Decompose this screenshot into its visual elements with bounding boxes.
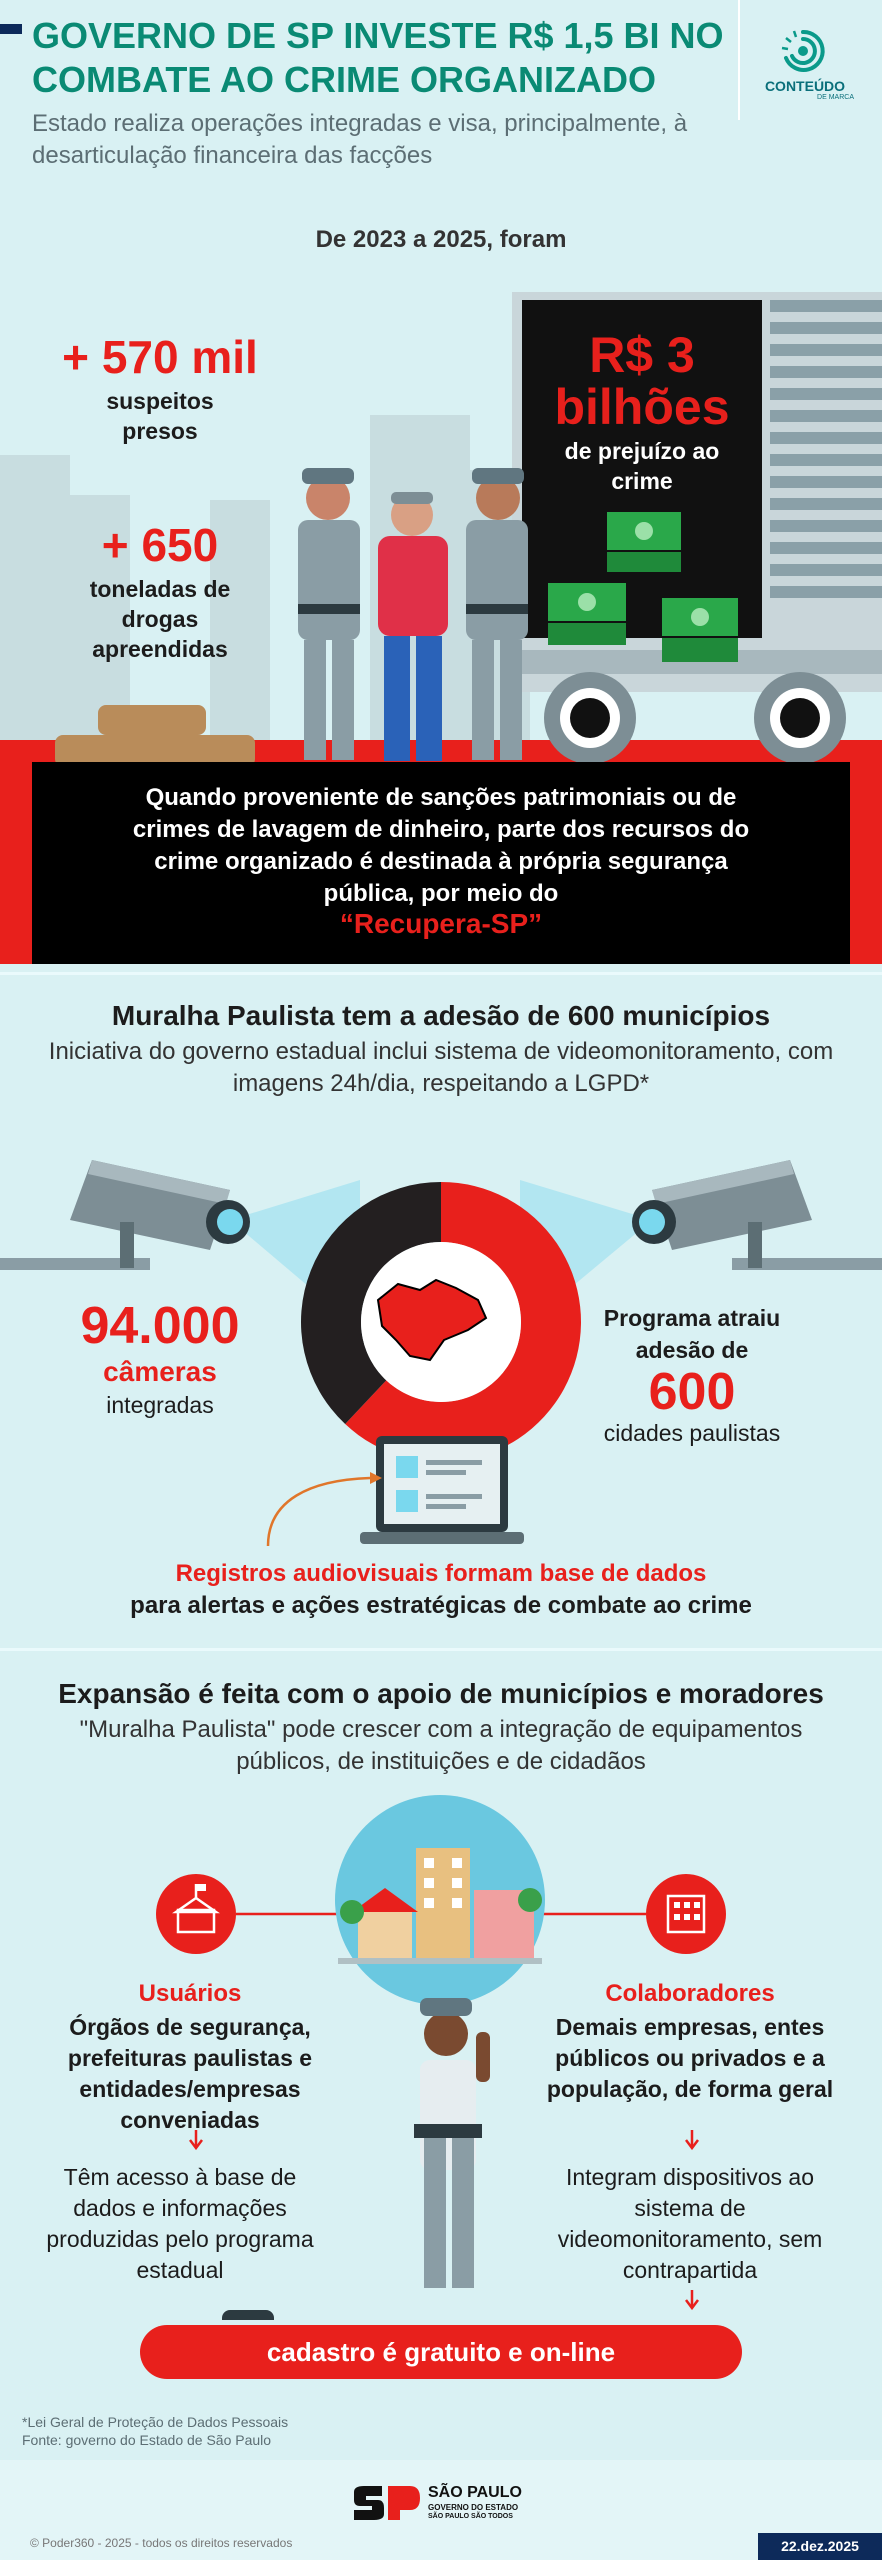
page-subtitle: Estado realiza operações integradas e visa, principalmente, à desarticulação financeira das facções xyxy=(32,110,688,169)
cameras-word: câmeras xyxy=(103,1356,217,1387)
laptop-icon xyxy=(360,1436,524,1544)
title-accent-mark xyxy=(0,24,22,34)
logo-text: CONTEÚDO xyxy=(764,78,846,94)
users-description: Órgãos de segurança, prefeituras paulistas e entidades/empresas conveniadas xyxy=(67,2014,313,2133)
program-value: 600 xyxy=(648,1363,736,1421)
logo-separator xyxy=(738,0,740,120)
conteudo-logo-icon xyxy=(780,28,826,74)
police-woman-figure xyxy=(414,1998,490,2288)
date-badge: 22.dez.2025 xyxy=(758,2533,882,2560)
sp-logo-sub1: GOVERNO DO ESTADO xyxy=(428,2503,519,2512)
cameras-value: 94.000 xyxy=(80,1297,240,1355)
truck-wheel xyxy=(754,672,846,764)
expansion-subtitle: "Muralha Paulista" pode crescer com a integração de equipamentos públicos, de instituições e de cidadãos xyxy=(79,1716,803,1775)
collaborators-arrow-bottom xyxy=(686,2290,698,2308)
source-note: Fonte: governo do Estado de São Paulo xyxy=(22,2432,272,2448)
users-access: Têm acesso à base de dados e informações produzidas pelo programa estadual xyxy=(46,2164,314,2283)
records-arrow xyxy=(268,1478,370,1546)
copyright: © Poder360 - 2025 - todos os direitos reservados xyxy=(30,2536,293,2550)
program-label: Programa atraiu adesão de xyxy=(603,1305,781,1363)
arrests-label: suspeitos presos xyxy=(106,388,214,444)
collaborators-arrow xyxy=(686,2130,698,2148)
phone-icon xyxy=(222,2310,274,2320)
band-highlight: “Recupera-SP” xyxy=(339,908,543,939)
logo-subtext: DE MARCA xyxy=(817,94,854,101)
records-text-red: Registros audiovisuais formam base de dados xyxy=(175,1560,707,1587)
program-sub: cidades paulistas xyxy=(603,1420,781,1446)
drugs-label: toneladas de drogas apreendidas xyxy=(89,576,231,662)
muralha-subtitle: Iniciativa do governo estadual inclui sistema de videomonitoramento, com imagens 24h/dia, respeitando a LGPD* xyxy=(48,1038,834,1097)
expansion-title: Expansão é feita com o apoio de municípios e moradores xyxy=(58,1678,824,1709)
sp-logo-sub2: SÃO PAULO SÃO TODOS xyxy=(428,2513,513,2520)
free-registration-banner: cadastro é gratuito e on-line xyxy=(140,2325,742,2379)
band-text: Quando proveniente de sanções patrimoniais ou de crimes de lavagem de dinheiro, parte dos recursos do crime organizado é destinada à própria segurança pública, por meio do xyxy=(132,784,750,907)
drugs-value: + 650 xyxy=(101,519,219,571)
period-heading: De 2023 a 2025, foram xyxy=(315,226,567,253)
collaborators-building-icon xyxy=(646,1874,726,1954)
cameras-label: integradas xyxy=(106,1392,214,1418)
collaborators-description: Demais empresas, entes públicos ou privados e a população, de forma geral xyxy=(546,2014,834,2102)
security-camera-right xyxy=(632,1160,812,1268)
users-title: Usuários xyxy=(138,1980,242,2007)
section-divider xyxy=(0,1648,882,1651)
loss-value-line1: R$ 3 xyxy=(589,327,695,383)
collaborators-access: Integram dispositivos ao sistema de videomonitoramento, sem contrapartida xyxy=(557,2164,823,2283)
users-building-icon xyxy=(156,1874,236,1954)
security-camera-left xyxy=(70,1160,250,1268)
section-divider xyxy=(0,972,882,975)
page-title: GOVERNO DE SP INVESTE R$ 1,5 BI NO COMBATE AO CRIME ORGANIZADO xyxy=(32,15,724,100)
truck-wheel xyxy=(544,672,636,764)
sp-logo-name: SÃO PAULO xyxy=(428,2484,522,2501)
band-edge-left xyxy=(0,762,32,964)
band-edge-right xyxy=(850,762,882,964)
muralha-title: Muralha Paulista tem a adesão de 600 municípios xyxy=(111,1000,771,1031)
collaborators-title: Colaboradores xyxy=(605,1980,775,2007)
loss-value-line2: bilhões xyxy=(554,379,730,435)
records-text-black: para alertas e ações estratégicas de combate ao crime xyxy=(130,1592,752,1619)
loss-label: de prejuízo ao crime xyxy=(564,438,720,494)
sp-government-logo-icon xyxy=(350,2484,424,2522)
police-officer-left xyxy=(298,468,360,760)
arrests-value: + 570 mil xyxy=(62,331,258,383)
lgpd-footnote: *Lei Geral de Proteção de Dados Pessoais xyxy=(22,2414,289,2430)
